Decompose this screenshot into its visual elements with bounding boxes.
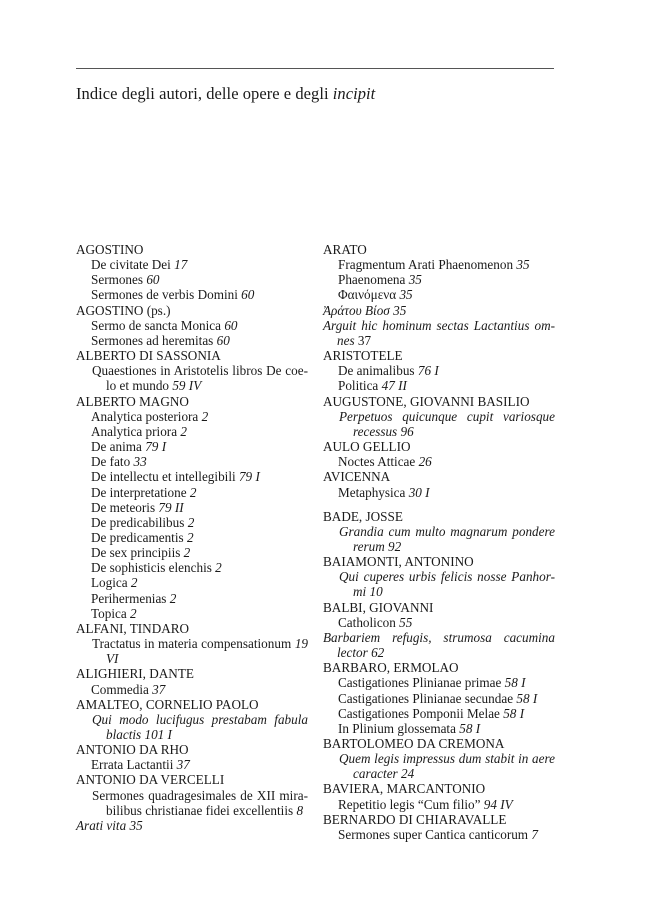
work-entry [76, 560, 308, 575]
page-reference: 24 [400, 766, 415, 782]
page-reference: 79 I [238, 469, 260, 485]
entry-title: Barbariem refugis, strumosa cacumina lector [323, 629, 555, 661]
incipit-entry [323, 630, 555, 660]
work-entry [323, 363, 555, 378]
page-reference: 2 [183, 545, 191, 561]
entry-title: Arguit hic hominum sectas Lactantius om-nes [323, 317, 555, 348]
entry-title: Politica [338, 378, 379, 394]
page-title-plain: Indice degli autori, delle opere e degli [76, 84, 333, 103]
work-entry [76, 788, 308, 818]
entry-title: Castigationes Pomponii Melae [338, 705, 500, 721]
page-reference: 2 [189, 484, 197, 500]
entry-title: Sermones quadragesimales de XII mira-bilibus christianae fidei excellentiis [92, 787, 308, 818]
entry-title: In Plinium glossemata [338, 720, 456, 736]
entry-title: De animalibus [338, 363, 415, 379]
work-entry [76, 545, 308, 560]
work-entry [323, 675, 555, 690]
work-entry [76, 636, 308, 666]
work-entry [76, 439, 308, 454]
work-entry [323, 721, 555, 736]
entry-title: Arati vita [76, 817, 127, 833]
entry-title: Analytica priora [91, 423, 178, 439]
entry-title: Sermones [91, 272, 144, 288]
page-reference: 59 IV [172, 378, 202, 394]
author-heading: ARISTOTELE [323, 348, 403, 364]
page-reference: 2 [130, 605, 137, 621]
work-entry [76, 530, 308, 545]
entry-title: Ἀράτου Βίοσ [323, 302, 390, 318]
entry-title: Sermones super Cantica canticorum [338, 826, 529, 842]
incipit-entry [323, 569, 555, 599]
work-entry [76, 606, 308, 621]
entry-title: De sex principiis [91, 545, 181, 561]
entry-title: De sophisticis elenchis [91, 560, 212, 576]
page-reference: 33 [133, 454, 147, 470]
incipit-entry [76, 712, 308, 742]
author-heading: BERNARDO DI CHIARAVALLE [323, 811, 507, 827]
work-entry [76, 363, 308, 393]
page-reference: 76 I [417, 363, 439, 379]
work-entry [76, 287, 308, 302]
work-entry [323, 615, 555, 630]
author-heading: BALBI, GIOVANNI [323, 599, 434, 615]
page-reference: 92 [388, 538, 402, 554]
entry-title: Metaphysica [338, 484, 406, 500]
page-reference: 58 I [516, 690, 538, 706]
entry-title: Grandia cum multo magnarum pondere rerum [339, 523, 555, 554]
entry-title: Perihermenias [91, 590, 167, 606]
work-entry [323, 827, 555, 842]
entry-title: Qui modo lucifugus prestabam fabula blactis [92, 711, 308, 742]
author-heading: BAVIERA, MARCANTONIO [323, 781, 486, 797]
page-reference: 2 [180, 423, 187, 439]
author-heading: AULO GELLIO [323, 439, 411, 455]
entry-title: De civitate Dei [91, 257, 171, 273]
work-entry [76, 257, 308, 272]
page-reference: 60 [224, 317, 238, 333]
entry-title: De interpretatione [91, 484, 187, 500]
entry-title: De predicamentis [91, 529, 184, 545]
entry-title: Repetitio legis “Cum filio” [338, 796, 481, 812]
author-heading: ALFANI, TINDARO [76, 620, 190, 636]
author-heading: ALBERTO MAGNO [76, 393, 189, 409]
page-reference: 47 II [381, 378, 407, 394]
section-gap [323, 500, 555, 509]
page-reference: 30 I [408, 484, 430, 500]
page-reference: 37 [152, 681, 166, 697]
index-column-right [323, 242, 555, 842]
page-reference: 19 VI [106, 636, 308, 667]
page-reference: 2 [187, 514, 195, 530]
page-reference: 94 IV [483, 796, 513, 812]
page-reference: 60 [216, 332, 230, 348]
entry-title: De intellectu et intellegibili [91, 469, 236, 485]
author-heading: BARBARO, ERMOLAO [323, 660, 459, 676]
author-heading: AVICENNA [323, 469, 391, 485]
entry-title: Sermo de sancta Monica [91, 317, 222, 333]
work-entry [76, 682, 308, 697]
page-reference: 37 [176, 757, 190, 773]
entry-title: Quem legis impressus dum stabit in aere caracter [339, 751, 555, 782]
page-reference: 101 I [144, 727, 172, 742]
entry-title: Logica [91, 575, 128, 591]
work-entry [323, 287, 555, 302]
entry-title: Noctes Atticae [338, 454, 416, 470]
page-title [76, 84, 375, 104]
author-heading: AGOSTINO (ps.) [76, 302, 171, 318]
work-entry [76, 424, 308, 439]
author-heading: ANTONIO DA RHO [76, 742, 189, 758]
entry-title: Sermones de verbis Domini [91, 287, 238, 303]
page-reference: 35 [393, 302, 407, 318]
entry-title: De meteoris [91, 499, 156, 515]
page-reference: 35 [129, 817, 143, 833]
page-reference: 58 I [504, 675, 526, 691]
page-reference: 60 [146, 272, 160, 288]
author-heading: AUGUSTONE, GIOVANNI BASILIO [323, 393, 530, 409]
work-entry [76, 409, 308, 424]
entry-title: Catholicon [338, 614, 396, 630]
author-heading: ARATO [323, 242, 367, 257]
work-entry [323, 706, 555, 721]
page-reference: 35 [516, 257, 530, 273]
entry-title: De anima [91, 439, 142, 455]
page-reference: 35 [408, 272, 422, 288]
entry-title: Topica [91, 605, 127, 621]
entry-title: De fato [91, 454, 131, 470]
entry-title: Φαινόμενα [338, 287, 397, 303]
work-entry [323, 378, 555, 393]
entry-title: Quaestiones in Aristotelis libros De coe-lo et mundo [92, 363, 308, 394]
entry-title: Perpetuos quicunque cupit variosque recessus [339, 408, 555, 439]
work-entry [76, 485, 308, 500]
page-reference: 2 [130, 575, 138, 591]
page-reference: 96 [400, 423, 414, 439]
page-reference: 60 [241, 287, 255, 303]
page-reference: 35 [399, 287, 413, 303]
page-reference: 79 I [145, 439, 167, 455]
author-heading: AMALTEO, CORNELIO PAOLO [76, 696, 259, 712]
page-reference: 26 [418, 454, 432, 470]
entry-title: De predicabilibus [91, 514, 185, 530]
author-heading: BADE, JOSSE [323, 508, 403, 524]
page-reference: 62 [371, 645, 385, 661]
work-entry [76, 272, 308, 287]
author-heading: AGOSTINO [76, 242, 144, 257]
work-entry [76, 318, 308, 333]
page-reference: 2 [169, 590, 177, 606]
work-entry [323, 797, 555, 812]
work-entry [76, 454, 308, 469]
work-entry [76, 757, 308, 772]
page-reference: 2 [215, 560, 222, 576]
work-entry [323, 485, 555, 500]
incipit-entry [323, 318, 555, 348]
work-entry [76, 469, 308, 484]
work-entry [323, 272, 555, 287]
index-column-left [76, 242, 308, 833]
page-title-italic: incipit [332, 84, 376, 103]
entry-title: Sermones ad heremitas [91, 332, 214, 348]
entry-title: Castigationes Plinianae primae [338, 675, 502, 691]
page-reference: 2 [186, 529, 194, 545]
work-entry [76, 591, 308, 606]
page-reference: 10 [369, 584, 383, 600]
page-reference: 7 [531, 826, 538, 842]
work-entry [323, 691, 555, 706]
page-reference: 58 I [503, 705, 525, 721]
author-heading: BARTOLOMEO DA CREMONA [323, 736, 505, 751]
author-heading: ALIGHIERI, DANTE [76, 666, 194, 682]
work-entry [76, 515, 308, 530]
work-entry [76, 575, 308, 590]
incipit-entry [323, 303, 555, 318]
author-heading: ALBERTO DI SASSONIA [76, 348, 221, 364]
incipit-entry [323, 751, 555, 781]
entry-title: Fragmentum Arati Phaenomenon [338, 257, 514, 273]
author-heading: ANTONIO DA VERCELLI [76, 772, 225, 788]
page-reference: 58 I [459, 720, 481, 736]
work-entry [76, 500, 308, 515]
incipit-entry [323, 524, 555, 554]
page-reference: 55 [399, 614, 413, 630]
entry-title: Castigationes Plinianae secundae [338, 690, 514, 706]
work-entry [323, 454, 555, 469]
page-reference: 17 [174, 257, 188, 273]
entry-title: Tractatus in materia compensationum [92, 636, 292, 652]
entry-title: Qui cuperes urbis felicis nosse Panhor-mi [339, 569, 555, 600]
entry-title: Analytica posteriora [91, 408, 199, 424]
incipit-entry [323, 409, 555, 439]
page-reference: 37 [357, 332, 372, 348]
author-heading: BAIAMONTI, ANTONINO [323, 554, 474, 570]
entry-title: Phaenomena [338, 272, 406, 288]
entry-title: Commedia [91, 681, 149, 697]
work-entry [76, 333, 308, 348]
page-reference: 79 II [158, 499, 184, 515]
page-reference: 2 [201, 408, 209, 424]
header-rule [76, 68, 554, 69]
work-entry [323, 257, 555, 272]
page-reference: 8 [296, 802, 304, 818]
incipit-entry [76, 818, 308, 833]
entry-title: Errata Lactantii [91, 757, 174, 773]
